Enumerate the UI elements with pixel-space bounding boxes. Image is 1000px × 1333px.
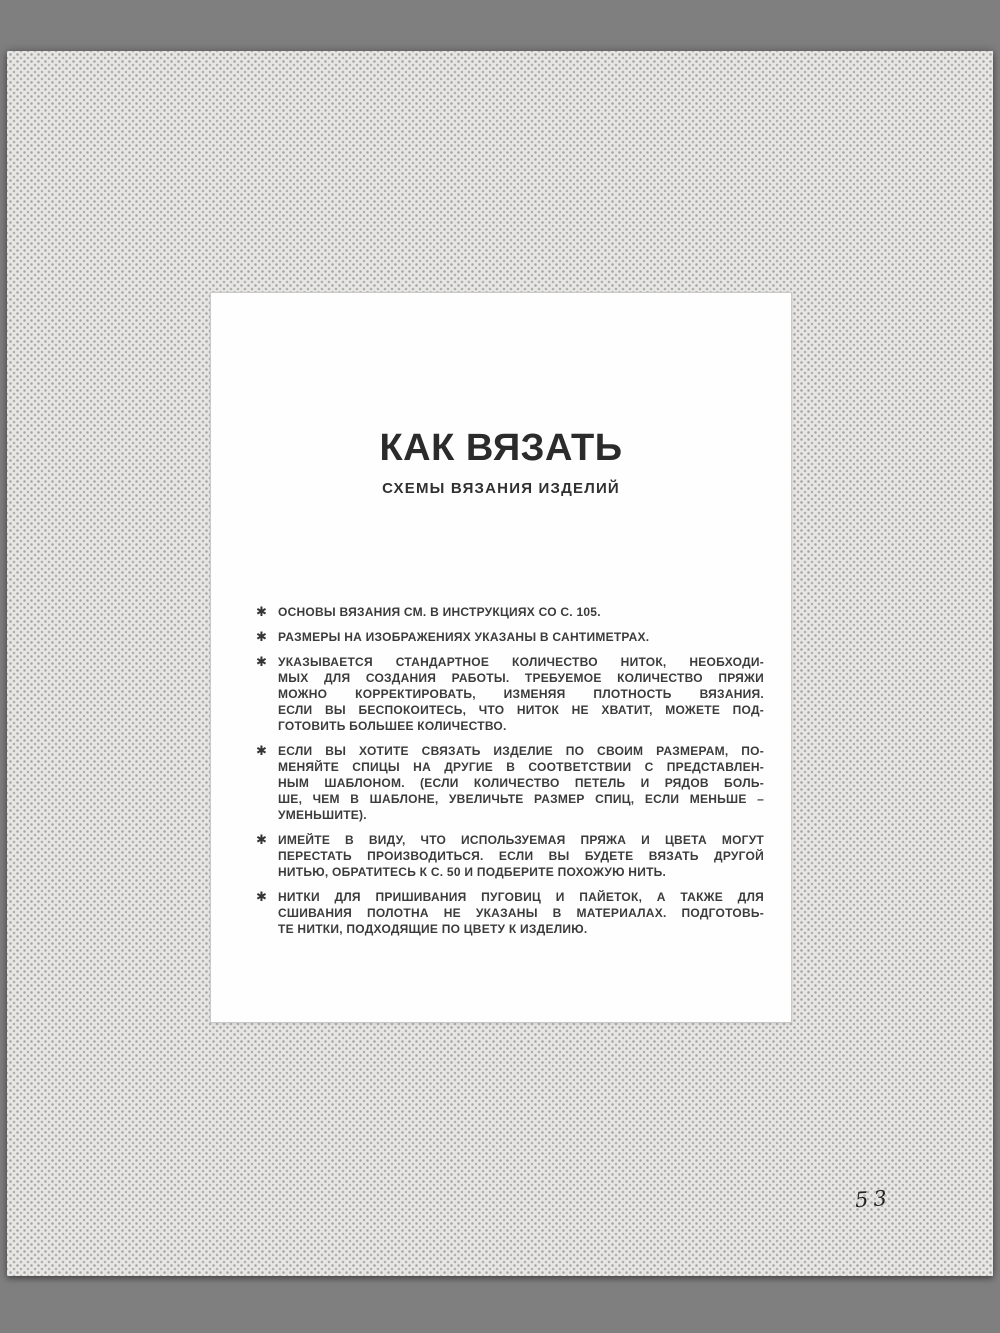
bullet-text xyxy=(278,889,764,937)
page-title: КАК ВЯЗАТЬ xyxy=(379,427,623,469)
bullet-item xyxy=(256,629,764,645)
bullet-line: ГОТОВИТЬ БОЛЬШЕЕ КОЛИЧЕСТВО. xyxy=(278,719,507,733)
bullet-item xyxy=(256,743,764,823)
bullet-line: МЫХ ДЛЯ СОЗДАНИЯ РАБОТЫ. ТРЕБУЕМОЕ КОЛИЧЕСТВО ПРЯЖИ xyxy=(278,671,764,685)
bullet-item xyxy=(256,654,764,734)
bullet-text xyxy=(278,629,764,645)
asterisk-bullet-icon: ✱ xyxy=(256,629,267,644)
bullet-line: УМЕНЬШИТЕ). xyxy=(278,808,367,822)
asterisk-bullet-icon: ✱ xyxy=(256,743,267,758)
asterisk-bullet-icon: ✱ xyxy=(256,654,267,669)
bullet-line: СШИВАНИЯ ПОЛОТНА НЕ УКАЗАНЫ В МАТЕРИАЛАХ. ПОДГОТОВЬ- xyxy=(278,906,764,920)
asterisk-bullet-icon: ✱ xyxy=(256,604,267,619)
scanned-book-page xyxy=(7,51,993,1276)
bullet-line: НИТЬЮ, ОБРАТИТЕСЬ К С. 50 И ПОДБЕРИТЕ ПОХОЖУЮ НИТЬ. xyxy=(278,865,667,879)
bullet-line: ИМЕЙТЕ В ВИДУ, ЧТО ИСПОЛЬЗУЕМАЯ ПРЯЖА И ЦВЕТА МОГУТ xyxy=(278,833,764,847)
page-number: 53 xyxy=(854,1185,893,1213)
content-panel xyxy=(210,292,792,1023)
bullet-line: ПЕРЕСТАТЬ ПРОИЗВОДИТЬСЯ. ЕСЛИ ВЫ БУДЕТЕ ВЯЗАТЬ ДРУГОЙ xyxy=(278,849,764,863)
bullet-line: ЕСЛИ ВЫ ХОТИТЕ СВЯЗАТЬ ИЗДЕЛИЕ ПО СВОИМ РАЗМЕРАМ, ПО- xyxy=(278,744,764,758)
bullet-line: ШЕ, ЧЕМ В ШАБЛОНЕ, УВЕЛИЧЬТЕ РАЗМЕР СПИЦ, ЕСЛИ МЕНЬШЕ – xyxy=(278,792,764,806)
bullet-text xyxy=(278,604,764,620)
bullet-item xyxy=(256,889,764,937)
asterisk-bullet-icon: ✱ xyxy=(256,832,267,847)
bullet-line: ОСНОВЫ ВЯЗАНИЯ СМ. В ИНСТРУКЦИЯХ СО С. 105. xyxy=(278,605,601,619)
bullet-line: НЫМ ШАБЛОНОМ. (ЕСЛИ КОЛИЧЕСТВО ПЕТЕЛЬ И РЯДОВ БОЛЬ- xyxy=(278,776,764,790)
bullet-text xyxy=(278,743,764,823)
bullet-line: РАЗМЕРЫ НА ИЗОБРАЖЕНИЯХ УКАЗАНЫ В САНТИМЕТРАХ. xyxy=(278,630,650,644)
bullet-line: УКАЗЫВАЕТСЯ СТАНДАРТНОЕ КОЛИЧЕСТВО НИТОК, НЕОБХОДИ- xyxy=(278,655,764,669)
page-subtitle: СХЕМЫ ВЯЗАНИЯ ИЗДЕЛИЙ xyxy=(382,480,620,497)
bullet-text xyxy=(278,832,764,880)
bullet-line: МОЖНО КОРРЕКТИРОВАТЬ, ИЗМЕНЯЯ ПЛОТНОСТЬ ВЯЗАНИЯ. xyxy=(278,687,764,701)
bullet-item xyxy=(256,832,764,880)
notes-list xyxy=(211,604,791,937)
bullet-line: МЕНЯЙТЕ СПИЦЫ НА ДРУГИЕ В СООТВЕТСТВИИ С ПРЕДСТАВЛЕН- xyxy=(278,760,764,774)
bullet-line: ТЕ НИТКИ, ПОДХОДЯЩИЕ ПО ЦВЕТУ К ИЗДЕЛИЮ. xyxy=(278,922,588,936)
asterisk-bullet-icon: ✱ xyxy=(256,889,267,904)
bullet-item xyxy=(256,604,764,620)
bullet-line: ЕСЛИ ВЫ БЕСПОКОИТЕСЬ, ЧТО НИТОК НЕ ХВАТИТ, МОЖЕТЕ ПОД- xyxy=(278,703,764,717)
bullet-text xyxy=(278,654,764,734)
bullet-line: НИТКИ ДЛЯ ПРИШИВАНИЯ ПУГОВИЦ И ПАЙЕТОК, А ТАКЖЕ ДЛЯ xyxy=(278,890,764,904)
